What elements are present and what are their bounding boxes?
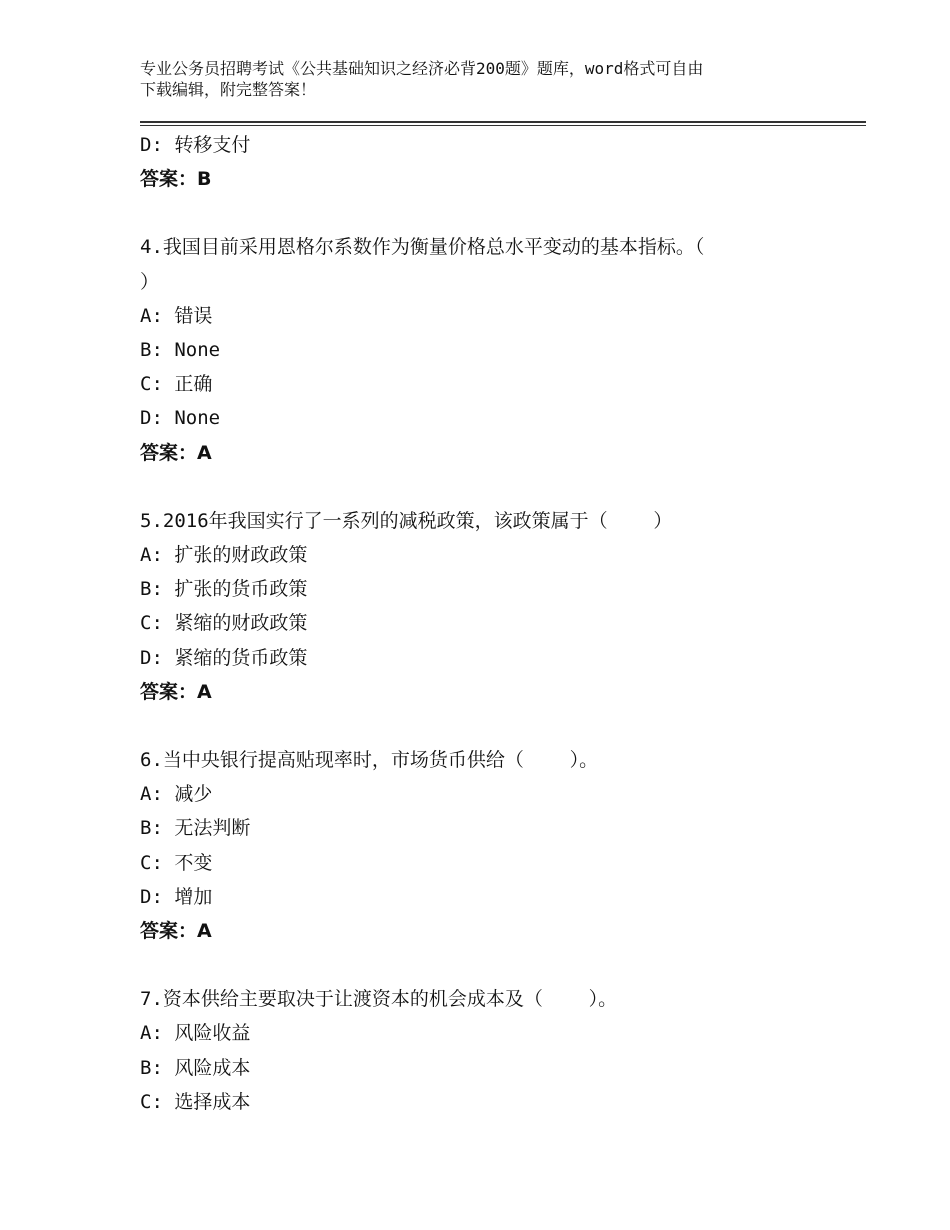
question-list (140, 128, 840, 1119)
option-b: B: 风险成本 (140, 1056, 251, 1079)
question-stem: 4.我国目前采用恩格尔系数作为衡量价格总水平变动的基本指标。（ (140, 236, 705, 259)
answer: 答案：A (140, 441, 212, 464)
option-c: C: 选择成本 (140, 1090, 251, 1113)
option-c: C: 紧缩的财政政策 (140, 612, 308, 635)
spacer (140, 470, 840, 504)
question-stem: 7.资本供给主要取决于让渡资本的机会成本及（ ）。 (140, 988, 618, 1011)
spacer (140, 709, 840, 743)
option-d: D: 紧缩的货币政策 (140, 646, 308, 669)
option-a: A: 错误 (140, 304, 213, 327)
option-c: C: 正确 (140, 373, 213, 396)
option-d: D: 转移支付 (140, 134, 251, 156)
document-header (140, 58, 820, 100)
option-d: D: 增加 (140, 885, 213, 908)
question-stem: 5.2016年我国实行了一系列的减税政策，该政策属于（ ） (140, 509, 673, 532)
option-a: A: 减少 (140, 783, 213, 806)
option-b: B: 扩张的货币政策 (140, 578, 308, 601)
answer: 答案：A (140, 680, 212, 703)
option-a: A: 风险收益 (140, 1022, 251, 1045)
answer: 答案：B (140, 168, 212, 191)
option-a: A: 扩张的财政政策 (140, 544, 308, 567)
option-b: B: 无法判断 (140, 817, 251, 840)
option-c: C: 不变 (140, 851, 213, 874)
question-stem-continuation: ） (140, 270, 160, 293)
header-line-1: 专业公务员招聘考试《公共基础知识之经济必背200题》题库，word格式可自由 (140, 59, 704, 78)
option-d: D: None (140, 407, 221, 430)
spacer (140, 196, 840, 230)
header-divider-thick (140, 121, 866, 123)
answer: 答案：A (140, 920, 212, 943)
spacer (140, 948, 840, 982)
question-stem: 6.当中央银行提高贴现率时，市场货币供给（ ）。 (140, 749, 599, 772)
header-line-2: 下载编辑，附完整答案！ (140, 80, 317, 99)
option-b: B: None (140, 339, 221, 362)
header-divider-thin (140, 125, 866, 126)
